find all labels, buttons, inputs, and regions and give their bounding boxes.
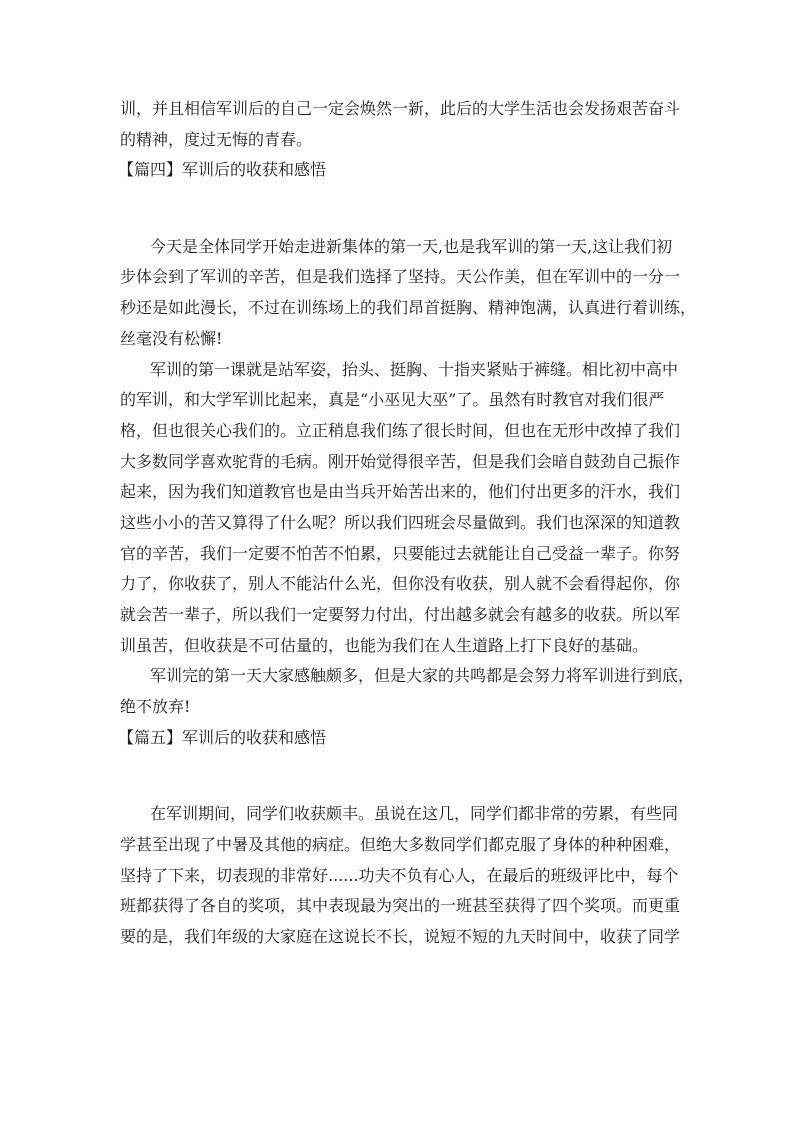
text-line: 格，但也很关心我们的。立正稍息我们练了很长时间，但也在无形中改掉了我们 (120, 420, 681, 440)
section-heading-5: 【篇五】军训后的收获和感悟 (118, 727, 327, 747)
text-line: 班都获得了各自的奖项，其中表现最为突出的一班甚至获得了四个奖项。而更重 (120, 896, 681, 916)
paragraph (120, 355, 682, 662)
text-line: 绝不放弃! (120, 697, 191, 717)
text-line: 军训的第一课就是站军姿，抬头、挺胸、十指夹紧贴于裤缝。相比初中高中 (150, 359, 679, 379)
text-line: 就会苦一辈子，所以我们一定要努力付出，付出越多就会有越多的收获。所以军 (120, 605, 681, 624)
text-line: 学甚至出现了中暑及其他的病症。但绝大多数同学们都克服了身体的种种困难， (120, 834, 681, 854)
text-line: 步体会到了军训的辛苦，但是我们选择了坚持。天公作美，但在军训中的一分一 (120, 267, 681, 287)
blank-line (120, 784, 682, 799)
text-line: 秒还是如此漫长，不过在训练场上的我们昂首挺胸、精神饱满，认真进行着训练， (120, 298, 697, 318)
blank-line (120, 753, 682, 784)
text-line: 的军训，和大学军训比起来，真是“小巫见大巫”了。虽然有时教官对我们很严 (120, 390, 665, 410)
blank-line (120, 217, 682, 232)
text-line: 训，并且相信军训后的自己一定会焕然一新，此后的大学生活也会发扬艰苦奋斗 (120, 99, 681, 118)
text-line: 这些小小的苦又算得了什么呢？所以我们四班会尽量做到。我们也深深的知道教 (120, 512, 681, 532)
text-line: 丝毫没有松懈! (120, 328, 223, 348)
text-line: 力了，你收获了，别人不能沾什么光，但你没有收获，别人就不会看得起你，你 (120, 574, 681, 594)
text-line: 大多数同学喜欢驼背的毛病。刚开始觉得很辛苦，但是我们会暗自鼓劲自己振作 (120, 451, 681, 471)
text-line: 在军训期间，同学们收获颇丰。虽说在这几，同学们都非常的劳累，有些同 (150, 804, 679, 824)
section-heading-4: 【篇四】军训后的收获和感悟 (118, 160, 327, 180)
text-line: 要的是，我们年级的大家庭在这说长不长，说短不短的九天时间中，收获了同学 (120, 926, 681, 946)
blank-line (120, 186, 682, 217)
text-line: 官的辛苦，我们一定要不怕苦不怕累，只要能过去就能让自己受益一辈子。你努 (120, 543, 681, 563)
text-line: 起来，因为我们知道教官也是由当兵开始苦出来的，他们付出更多的汗水，我们 (120, 482, 681, 502)
paragraph (120, 232, 697, 355)
text-line: 军训完的第一天大家感触颇多，但是大家的共鸣都是会努力将军训进行到底， (150, 666, 695, 686)
paragraph (120, 661, 695, 722)
paragraph (120, 799, 682, 952)
text-line: 训虽苦，但收获是不可估量的，也能为我们在人生道路上打下良好的基础。 (120, 635, 649, 655)
paragraph-continuation (120, 94, 682, 155)
text-line: 的精神，度过无悔的青春。 (120, 129, 313, 149)
text-line: 今天是全体同学开始走进新集体的第一天,也是我军训的第一天,这让我们初 (150, 236, 673, 256)
document-page (118, 94, 697, 953)
text-line: 坚持了下来，切表现的非常好......功夫不负有心人，在最后的班级评比中，每个 (120, 865, 679, 885)
